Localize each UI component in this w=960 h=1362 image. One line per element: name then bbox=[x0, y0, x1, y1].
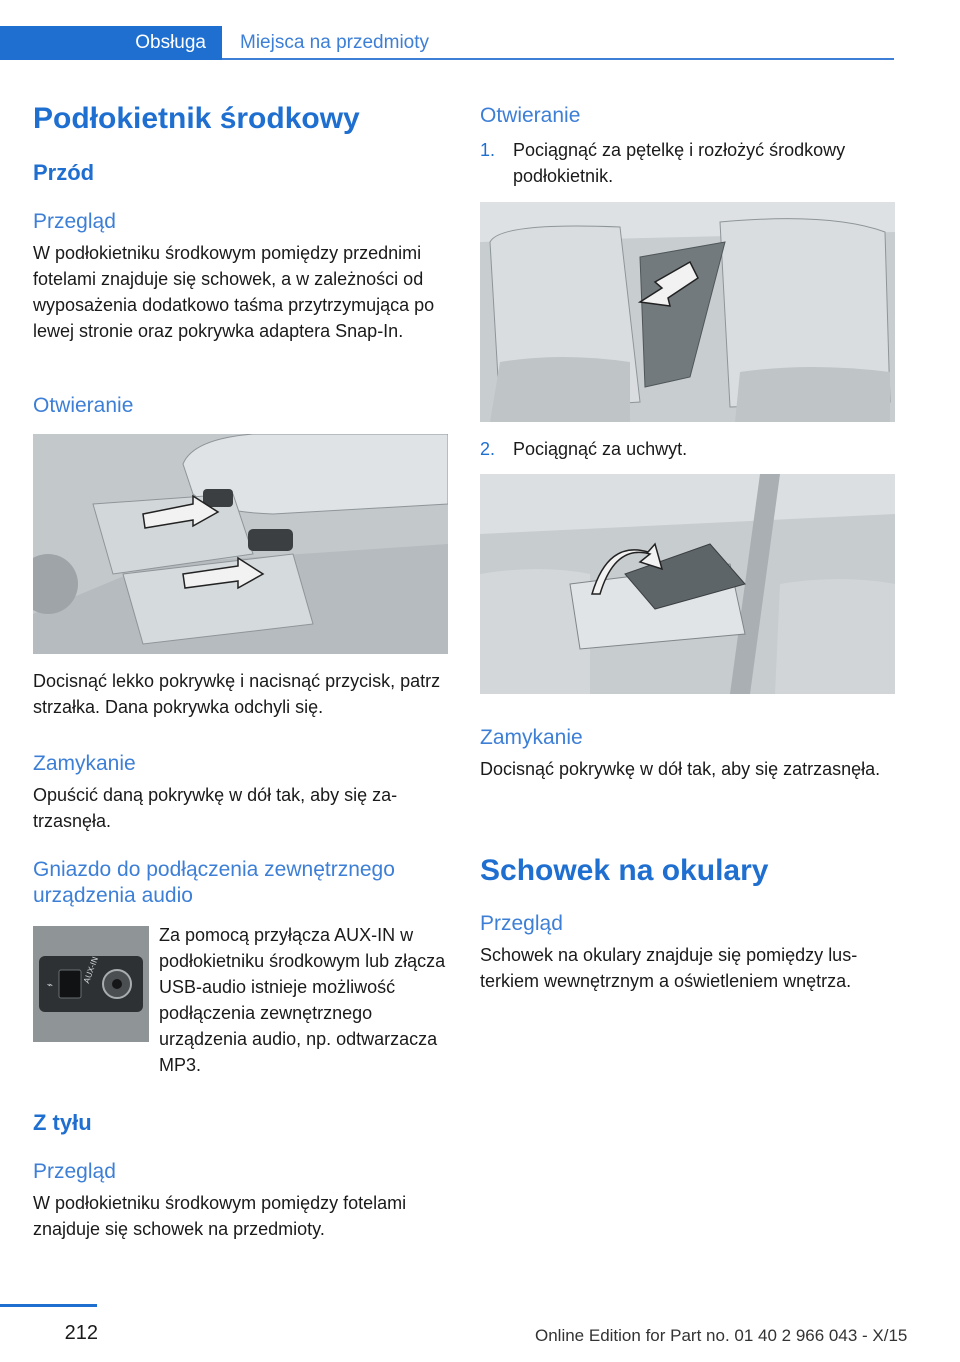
svg-text:⌁: ⌁ bbox=[47, 980, 54, 991]
opening-heading: Otwieranie bbox=[33, 394, 134, 417]
rear-armrest-fold-image bbox=[480, 202, 895, 422]
edition-note: Online Edition for Part no. 01 40 2 966 043 - X/15 bbox=[535, 1326, 908, 1345]
rear-heading: Z tyłu bbox=[33, 1110, 92, 1135]
page-header bbox=[0, 0, 960, 64]
rear-armrest-handle-image bbox=[480, 474, 895, 694]
rear-overview-heading: Przegląd bbox=[33, 1160, 116, 1183]
front-heading: Przód bbox=[33, 160, 95, 185]
socket-text: Za pomocą przyłącza AUX-IN w podłokietniku środkowym lub złącza USB-audio istnieje możliwość podłączenia zewnętrznego urządzenia audio, np. odtwarzacza MP3. bbox=[159, 925, 446, 1075]
closing-heading: Zamykanie bbox=[33, 752, 136, 775]
header-divider bbox=[222, 58, 894, 60]
overview-heading: Przegląd bbox=[33, 210, 116, 233]
aux-in-label: AUX-IN bbox=[82, 955, 101, 985]
tab-section[interactable]: Obsługa bbox=[0, 26, 222, 60]
glasses-overview-heading: Przegląd bbox=[480, 912, 563, 935]
aux-usb-socket-image bbox=[33, 926, 149, 1042]
right-opening-heading: Otwieranie bbox=[480, 104, 581, 127]
step-1-number: 1. bbox=[480, 140, 496, 160]
step-2-text: Pociągnąć za uchwyt. bbox=[513, 439, 688, 459]
step-1-text: Pociągnąć za pętelkę i rozłożyć środkowy podłokietnik. bbox=[513, 140, 846, 186]
socket-heading-line1: Gniazdo do podłączenia zewnętrznego bbox=[33, 858, 395, 881]
closing-text: Opuścić daną pokrywkę w dół tak, aby się zatrzasnęła. bbox=[33, 785, 398, 831]
overview-text: W podłokietniku środkowym pomiędzy przednimi fotelami znajduje się schowek, a w zależności od wyposażenia dodatkowo taśma przytrzymująca po lewej stronie oraz pokrywka adaptera Snap-In. bbox=[33, 243, 435, 341]
glasses-overview-text: Schowek na okulary znajduje się pomiędzy lusterkiem wewnętrznym a oświetleniem wnętrza. bbox=[480, 945, 858, 991]
footer-divider bbox=[0, 1304, 97, 1307]
opening-text: Docisnąć lekko pokrywkę i nacisnąć przycisk, patrz strzałka. Dana pokrywka odchyli się. bbox=[33, 671, 441, 717]
right-closing-heading: Zamykanie bbox=[480, 726, 583, 749]
page-number: 212 bbox=[64, 1322, 98, 1344]
step-2-number: 2. bbox=[480, 439, 496, 459]
socket-heading-line2: urządzenia audio bbox=[33, 884, 193, 907]
armrest-front-image bbox=[33, 434, 448, 654]
rear-overview-text: W podłokietniku środkowym pomiędzy fotelami znajduje się schowek na przedmioty. bbox=[33, 1193, 407, 1239]
section-title: Podłokietnik środkowy bbox=[33, 102, 360, 135]
tab-subsection[interactable]: Miejsca na przedmioty bbox=[240, 32, 430, 53]
right-closing-text: Docisnąć pokrywkę w dół tak, aby się zatrzasnęła. bbox=[480, 759, 881, 779]
glasses-title: Schowek na okulary bbox=[480, 854, 769, 887]
